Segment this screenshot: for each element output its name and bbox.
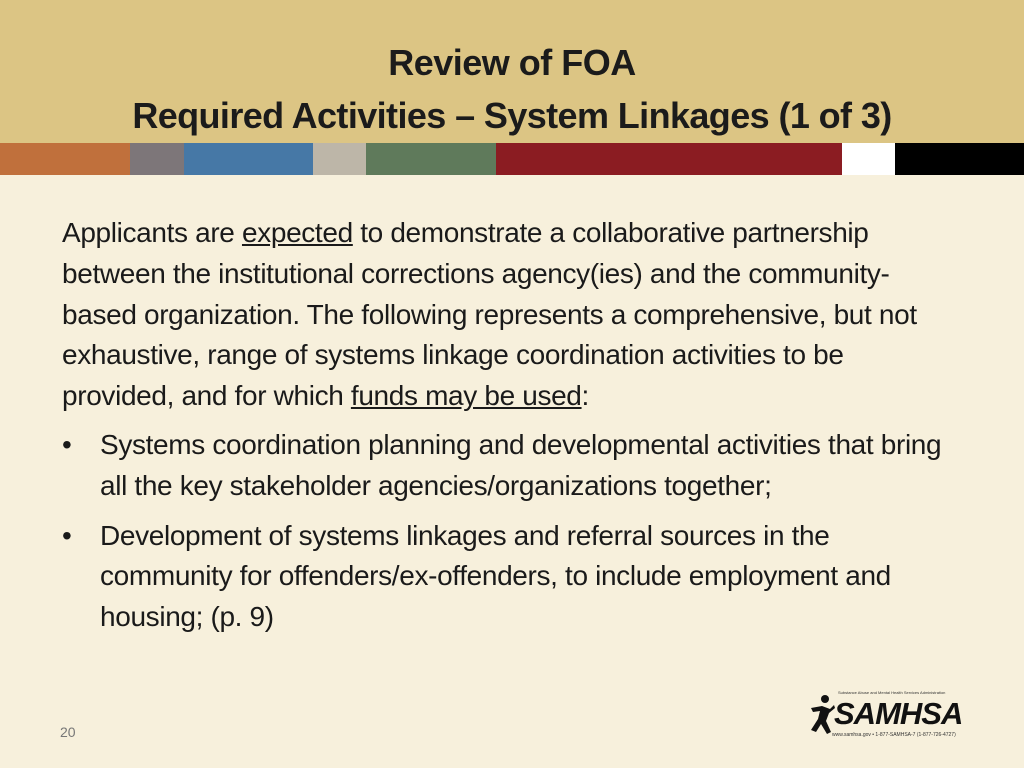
header-band [0, 0, 1024, 143]
bullet-text: Development of systems linkages and referral sources in the community for offenders/ex-offenders, to include employment and housing; (p. 9) [100, 519, 891, 633]
accent-bar-taupe [313, 143, 366, 175]
slide-body [62, 213, 962, 647]
bullet-item [62, 425, 962, 507]
logo-contact: www.samhsa.gov • 1-877-SAMHSA-7 (1-877-726-4727) [832, 732, 956, 738]
logo-wordmark: SAMHSA [834, 696, 963, 731]
bullet-icon: • [62, 519, 72, 551]
bullet-list [62, 425, 962, 638]
bullet-item [62, 516, 962, 638]
accent-bar-red [496, 143, 842, 175]
accent-bar-white [842, 143, 895, 175]
samhsa-logo [808, 690, 976, 742]
logo-tagline: Substance Abuse and Mental Health Services Administration [838, 690, 946, 695]
accent-color-bars [0, 143, 1024, 175]
intro-expected-underlined: expected [241, 217, 353, 248]
slide-title-line1: Review of FOA [388, 42, 636, 83]
intro-funds-underlined: funds may be used [350, 380, 582, 412]
accent-bar-gray [130, 143, 184, 175]
slide-number: 20 [60, 724, 76, 740]
intro-text-part3: : [581, 380, 589, 412]
accent-bar-orange [0, 143, 130, 175]
intro-paragraph [62, 213, 962, 417]
intro-text-part1: Applicants are [62, 217, 242, 248]
bullet-text: Systems coordination planning and developmental activities that bring all the key stakeholder agencies/organizations together; [100, 428, 942, 501]
intro-text-part2: to demonstrate a collaborative partnership between the institutional corrections agency(ies) and the community-based organization. The following represents a comprehensive, but not exhaustive, range of systems linkage coordination activities to be provided, and for which [62, 217, 917, 412]
accent-bar-black [895, 143, 1024, 175]
bullet-icon: • [62, 428, 72, 460]
accent-bar-green [366, 143, 496, 175]
slide-title-line2: Required Activities – System Linkages (1 of 3) [132, 95, 892, 136]
running-figure-icon [808, 694, 836, 736]
accent-bar-blue [184, 143, 313, 175]
